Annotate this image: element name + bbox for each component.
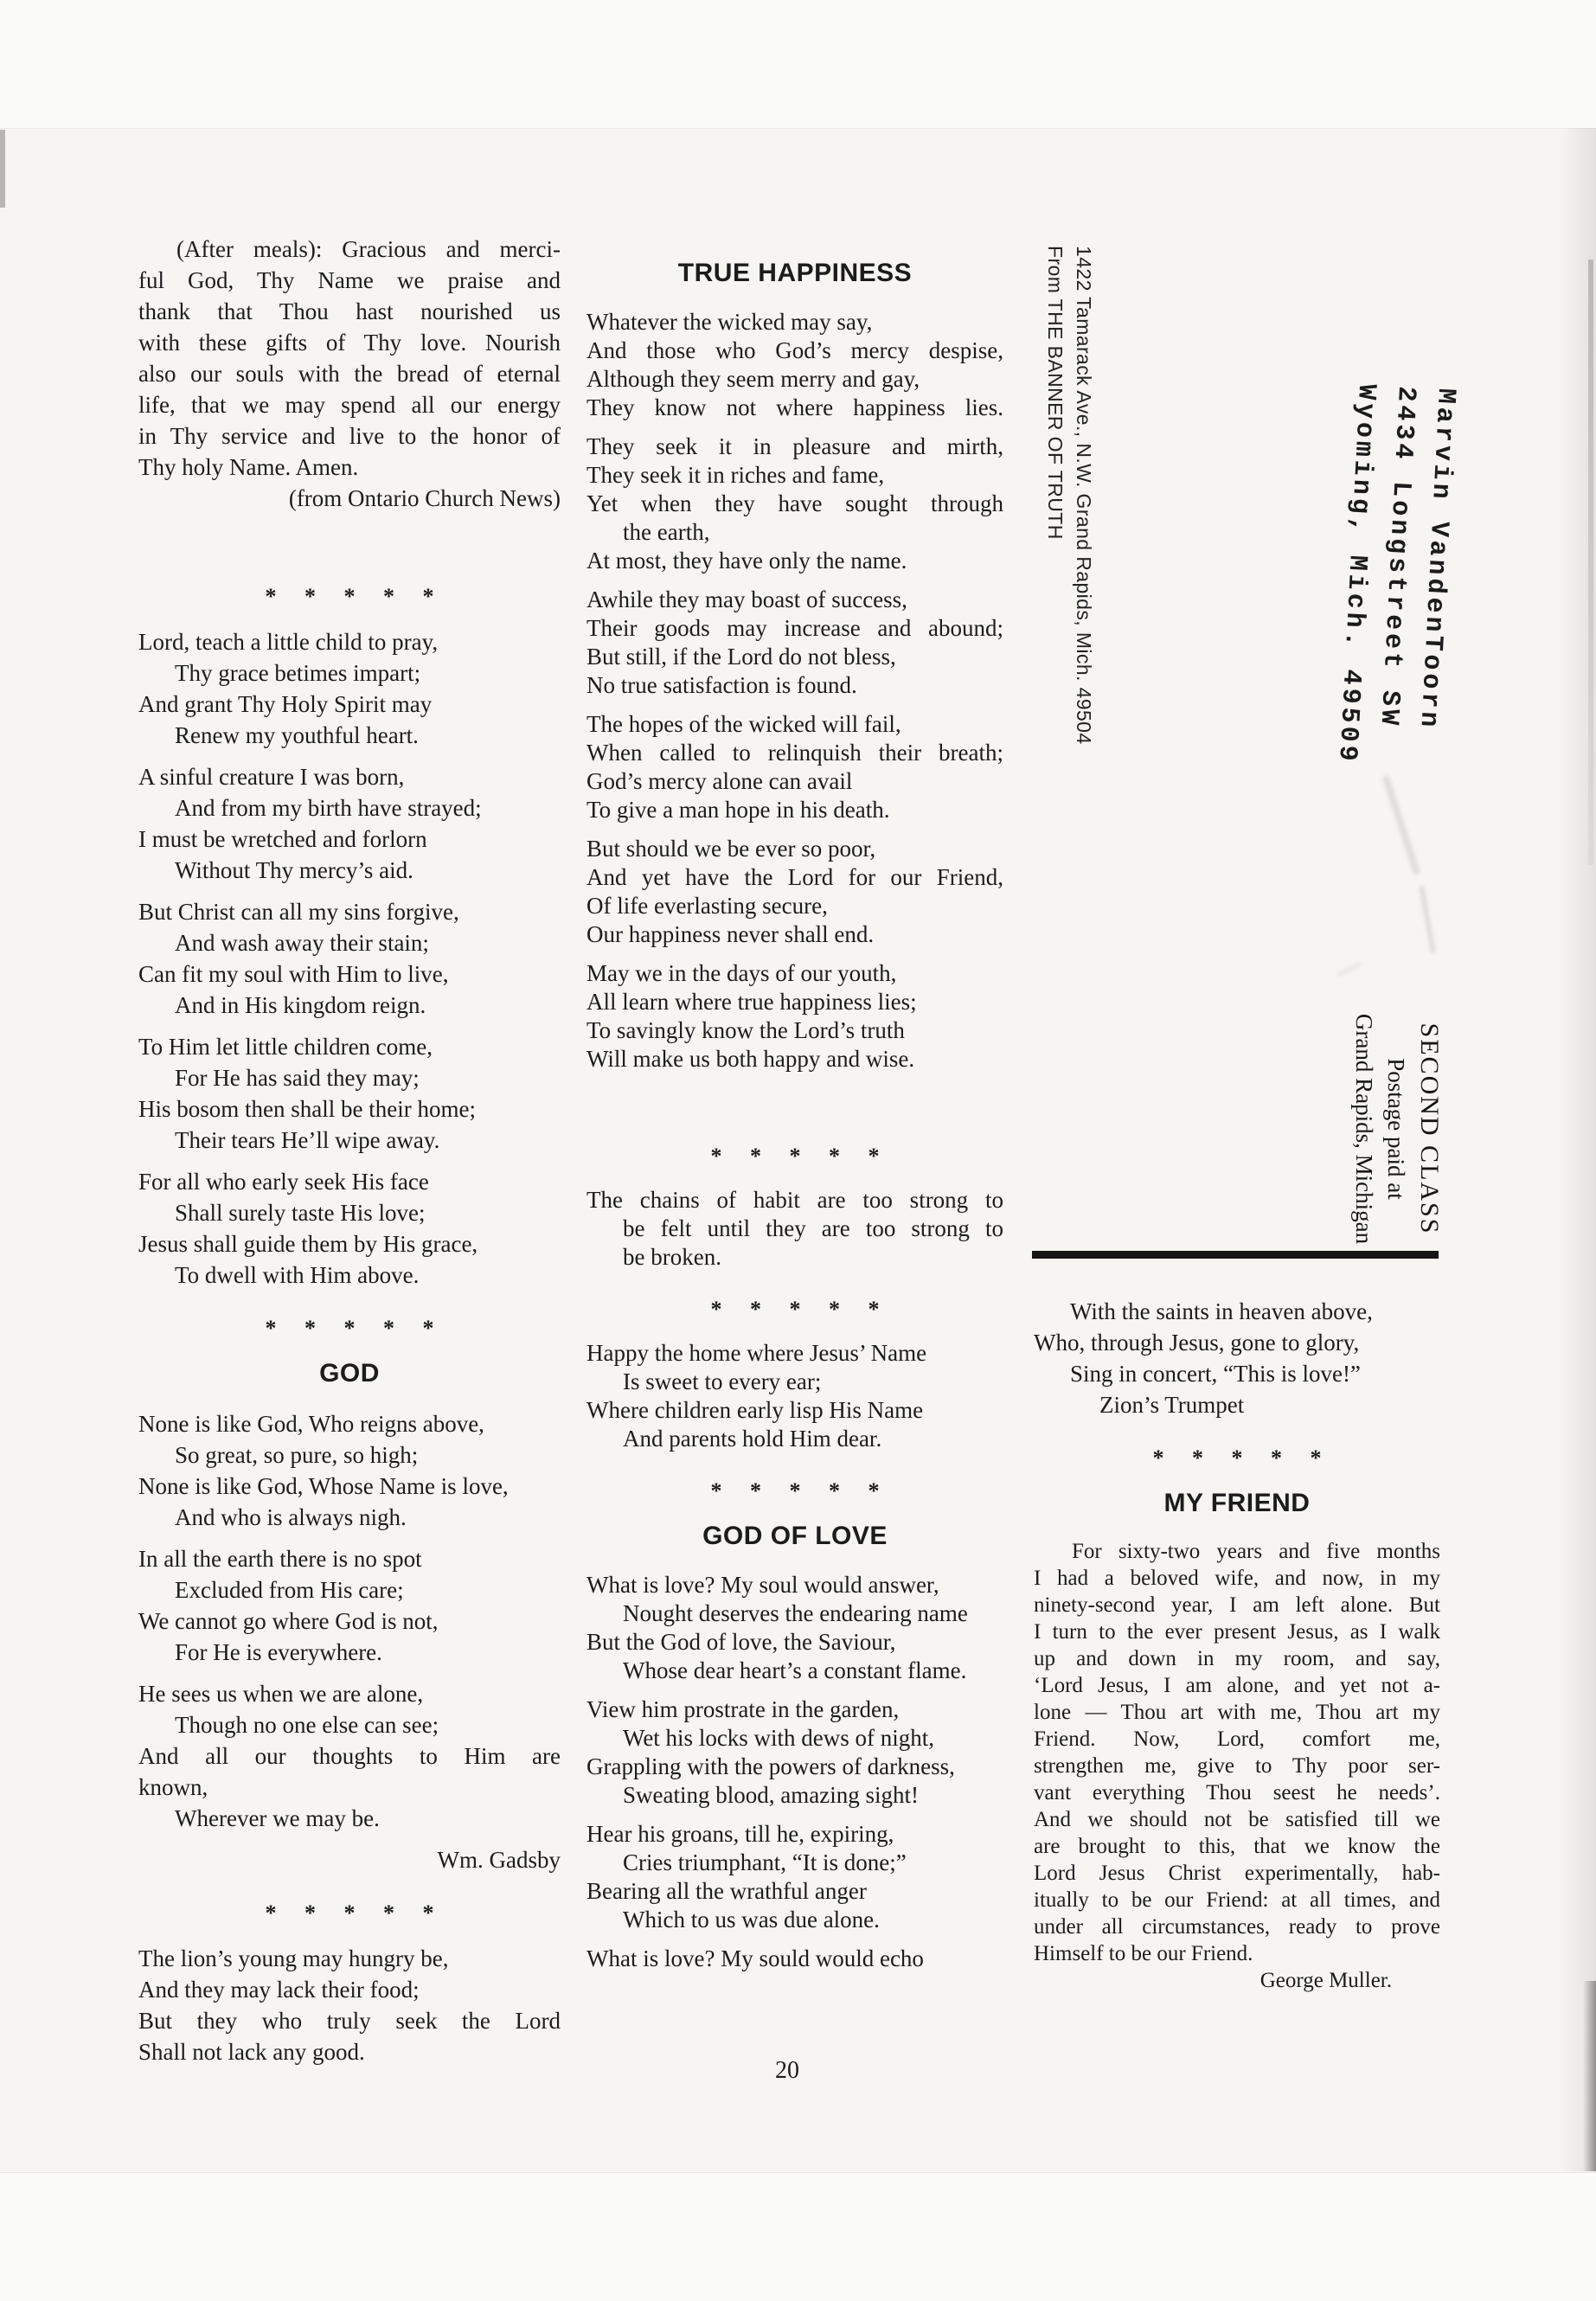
text-line: View him prostrate in the garden, [586, 1696, 900, 1722]
text-line: life, that we may spend all our energy [138, 392, 561, 418]
text-line: Cries triumphant, “It is done;” [623, 1849, 907, 1875]
text-line: Himself to be our Friend. [1034, 1942, 1253, 1965]
text-line: vant everything Thou seest he needs’. [1034, 1781, 1440, 1804]
text-line: A sinful creature I was born, [138, 764, 405, 790]
text-line: But should we be ever so poor, [586, 836, 876, 862]
text-line: To dwell with Him above. [175, 1262, 420, 1288]
text-line: Their tears He’ll wipe away. [175, 1127, 440, 1153]
text-line: Thy holy Name. Amen. [138, 454, 359, 480]
address-name: Marvin VandenToorn [1413, 387, 1461, 732]
text-line: up and down in my room, and say, [1034, 1647, 1440, 1670]
text-line: For all who early seek His face [138, 1169, 429, 1195]
address-city-zip: Wyoming, Mich. 49509 [1331, 383, 1381, 766]
text-line: Is sweet to every ear; [623, 1368, 822, 1394]
text-line: Where children early lisp His Name [586, 1397, 924, 1423]
text-line: I turn to the ever present Jesus, as I walk [1034, 1620, 1440, 1644]
text-line: strengthen me, give to Thy poor ser- [1034, 1754, 1440, 1778]
text-line: To Him let little children come, [138, 1034, 433, 1060]
text-line: be felt until they are too strong to [623, 1215, 1003, 1241]
text-line: Though no one else can see; [175, 1712, 439, 1738]
text-line: His bosom then shall be their home; [138, 1096, 476, 1122]
text-line: also our souls with the bread of eternal [138, 361, 561, 387]
text-block [138, 1166, 561, 1291]
text-line: But they who truly seek the Lord [138, 2008, 561, 2034]
text-line: known, [138, 1774, 208, 1800]
text-line: Excluded from His care; [175, 1577, 404, 1603]
text-line: I must be wretched and forlorn [138, 826, 427, 852]
star-separator: * * * * * [265, 584, 434, 609]
text-line: For He has said they may; [175, 1065, 420, 1091]
text-block [138, 1943, 561, 2067]
text-line: Lord, teach a little child to pray, [138, 629, 439, 655]
text-line: And parents hold Him dear. [623, 1426, 882, 1452]
text-line: itually to be our Friend: at all times, and [1034, 1888, 1440, 1912]
text-line: Hear his groans, till he, expiring, [586, 1821, 894, 1847]
text-block [138, 1844, 561, 1875]
text-block [586, 1571, 1003, 1685]
section-heading: MY FRIEND [1163, 1489, 1311, 1517]
text-line: in Thy service and live to the honor of [138, 423, 561, 449]
text-line: The chains of habit are too strong to [586, 1187, 1003, 1213]
text-line: Grappling with the powers of darkness, [586, 1753, 955, 1779]
text-line: But the God of love, the Saviour, [586, 1629, 896, 1655]
text-block [138, 234, 561, 514]
text-line: Can fit my soul with Him to live, [138, 961, 449, 987]
text-line: Zion’s Trumpet [1099, 1392, 1245, 1418]
text-block [138, 626, 561, 751]
text-line: They know not where happiness lies. [586, 394, 1003, 420]
text-line: Awhile they may boast of success, [586, 586, 907, 612]
return-address-line-2: 1422 Tamarack Ave., N.W. Grand Rapids, Mich. 49504 [1073, 246, 1095, 745]
text-line: And yet have the Lord for our Friend, [586, 864, 1003, 890]
text-line: In all the earth there is no spot [138, 1546, 422, 1572]
text-line: Shall not lack any good. [138, 2039, 365, 2065]
text-line: Jesus shall guide them by His grace, [138, 1231, 478, 1257]
text-line: I had a beloved wife, and now, in my [1034, 1567, 1440, 1590]
text-line: And all our thoughts to Him are [138, 1743, 561, 1769]
text-block [138, 1543, 561, 1668]
text-line: Lord Jesus Christ experimentally, hab- [1034, 1862, 1440, 1885]
star-separator: * * * * * [1152, 1445, 1322, 1471]
text-line: And we should not be satisfied till we [1034, 1808, 1440, 1831]
typed-mailing-address [1326, 383, 1465, 770]
star-separator: * * * * * [710, 1478, 880, 1503]
text-line: And from my birth have strayed; [175, 795, 482, 821]
text-line: Bearing all the wrathful anger [586, 1878, 867, 1904]
text-line: Friend. Now, Lord, comfort me, [1034, 1727, 1440, 1751]
text-line: the earth, [623, 519, 710, 545]
text-line: And those who God’s mercy despise, [586, 337, 1003, 363]
text-line: Yet when they have sought through [586, 490, 1003, 516]
text-line: None is like God, Whose Name is love, [138, 1473, 509, 1499]
text-line: At most, they have only the name. [586, 548, 907, 574]
text-block [586, 433, 1003, 575]
text-block [138, 1678, 561, 1834]
divider-rule [1032, 1251, 1439, 1259]
text-line: They seek it in riches and fame, [586, 462, 885, 488]
text-line: Renew my youthful heart. [175, 722, 419, 748]
text-line: Thy grace betimes impart; [175, 660, 421, 686]
text-line: Sing in concert, “This is love!” [1070, 1361, 1361, 1387]
text-line: Sweating blood, amazing sight! [623, 1782, 919, 1808]
text-line: ful God, Thy Name we praise and [138, 267, 561, 293]
text-line: God’s mercy alone can avail [586, 768, 853, 794]
text-line: under all circumstances, ready to prove [1034, 1915, 1440, 1939]
right-column [1034, 1296, 1440, 2004]
middle-column [586, 253, 1003, 1984]
text-line: All learn where true happiness lies; [586, 989, 917, 1015]
text-line: Of life everlasting secure, [586, 893, 828, 919]
text-block [586, 1339, 1003, 1453]
text-line: We cannot go where God is not, [138, 1608, 439, 1634]
star-separator: * * * * * [265, 1900, 434, 1926]
text-line: Wet his locks with dews of night, [623, 1725, 935, 1751]
text-block [586, 586, 1003, 700]
text-block [586, 1820, 1003, 1934]
text-line: Nought deserves the endearing name [623, 1600, 968, 1626]
left-column [138, 234, 561, 2078]
text-line: What is love? My sould would echo [586, 1945, 924, 1971]
text-line: Our happiness never shall end. [586, 921, 875, 947]
text-line: For sixty-two years and five months [1072, 1540, 1440, 1563]
second-class-permit [1348, 993, 1446, 1265]
scan-edge-top-right [1588, 260, 1593, 865]
star-separator: * * * * * [710, 1144, 880, 1169]
text-block [586, 1186, 1003, 1272]
text-block [586, 959, 1003, 1074]
text-line: (After meals): Gracious and merci- [176, 236, 561, 262]
text-line: Without Thy mercy’s aid. [175, 857, 413, 883]
text-line: Their goods may increase and abound; [586, 615, 1003, 641]
text-line: are brought to this, that we know the [1034, 1835, 1440, 1858]
text-line: And grant Thy Holy Spirit may [138, 691, 433, 717]
text-block [586, 1695, 1003, 1810]
address-street: 2434 Longstreet SW [1373, 385, 1421, 729]
text-block [586, 1945, 1003, 1973]
page-number: 20 [775, 2057, 799, 2084]
text-line: thank that Thou hast nourished us [138, 298, 561, 324]
text-line: Wherever we may be. [175, 1805, 380, 1831]
text-line: To savingly know the Lord’s truth [586, 1017, 905, 1043]
text-line: Which to us was due alone. [623, 1907, 880, 1932]
text-line: No true satisfaction is found. [586, 672, 857, 698]
text-block [138, 1408, 561, 1533]
text-line: May we in the days of our youth, [586, 960, 897, 986]
text-line: And they may lack their food; [138, 1977, 420, 2003]
text-line: Whose dear heart’s a constant flame. [623, 1657, 967, 1683]
section-heading: TRUE HAPPINESS [677, 259, 913, 287]
text-line: To give a man hope in his death. [586, 797, 890, 823]
text-line: with these gifts of Thy love. Nourish [138, 330, 561, 356]
text-line: So great, so pure, so high; [175, 1442, 419, 1468]
text-line: ninety-second year, I am left alone. But [1034, 1593, 1440, 1617]
text-line: Happy the home where Jesus’ Name [586, 1340, 927, 1366]
text-line: But still, if the Lord do not bless, [586, 644, 896, 670]
text-line: Will make us both happy and wise. [586, 1046, 915, 1072]
text-line: What is love? My soul would answer, [586, 1572, 939, 1598]
text-line: Although they seem merry and gay, [586, 366, 920, 392]
text-line: Who, through Jesus, gone to glory, [1034, 1330, 1360, 1356]
text-line: And in His kingdom reign. [175, 992, 426, 1018]
text-line: The hopes of the wicked will fail, [586, 711, 901, 737]
text-block [586, 710, 1003, 824]
text-line: When called to relinquish their breath; [586, 740, 1003, 766]
text-line: He sees us when we are alone, [138, 1681, 424, 1707]
text-block [586, 835, 1003, 949]
text-block [1034, 1538, 1440, 1994]
text-line: (from Ontario Church News) [288, 485, 561, 511]
permit-city: Grand Rapids, Michigan [1351, 1013, 1377, 1245]
star-separator: * * * * * [265, 1316, 434, 1341]
section-heading: GOD [319, 1359, 380, 1388]
section-heading: GOD OF LOVE [702, 1522, 888, 1550]
text-block [1034, 1296, 1440, 1420]
text-block [138, 761, 561, 886]
text-block [138, 896, 561, 1021]
text-line: be broken. [623, 1244, 721, 1270]
text-line: lone — Thou art with me, Thou art my [1034, 1701, 1440, 1724]
permit-postage: Postage paid at [1383, 1058, 1409, 1200]
permit-class: SECOND CLASS [1415, 1022, 1444, 1235]
scan-edge-bottom-right [1583, 1981, 1596, 2171]
star-separator: * * * * * [710, 1297, 880, 1322]
text-line: George Muller. [1259, 1969, 1392, 1992]
text-line: But Christ can all my sins forgive, [138, 899, 459, 925]
text-line: Whatever the wicked may say, [586, 309, 873, 335]
scan-edge-left [0, 130, 5, 208]
text-line: With the saints in heaven above, [1070, 1298, 1373, 1324]
text-line: None is like God, Who reigns above, [138, 1411, 484, 1437]
text-line: And wash away their stain; [175, 930, 429, 956]
text-line: Wm. Gadsby [437, 1847, 561, 1873]
text-line: And who is always nigh. [175, 1504, 407, 1530]
return-address-line-1: From THE BANNER OF TRUTH [1044, 246, 1067, 540]
text-block [586, 308, 1003, 422]
text-block [138, 1031, 561, 1156]
text-line: ‘Lord Jesus, I am alone, and yet not a- [1034, 1674, 1440, 1697]
text-line: For He is everywhere. [175, 1639, 382, 1665]
text-line: They seek it in pleasure and mirth, [586, 433, 1003, 459]
text-line: Shall surely taste His love; [175, 1200, 426, 1226]
text-line: The lion’s young may hungry be, [138, 1945, 449, 1971]
